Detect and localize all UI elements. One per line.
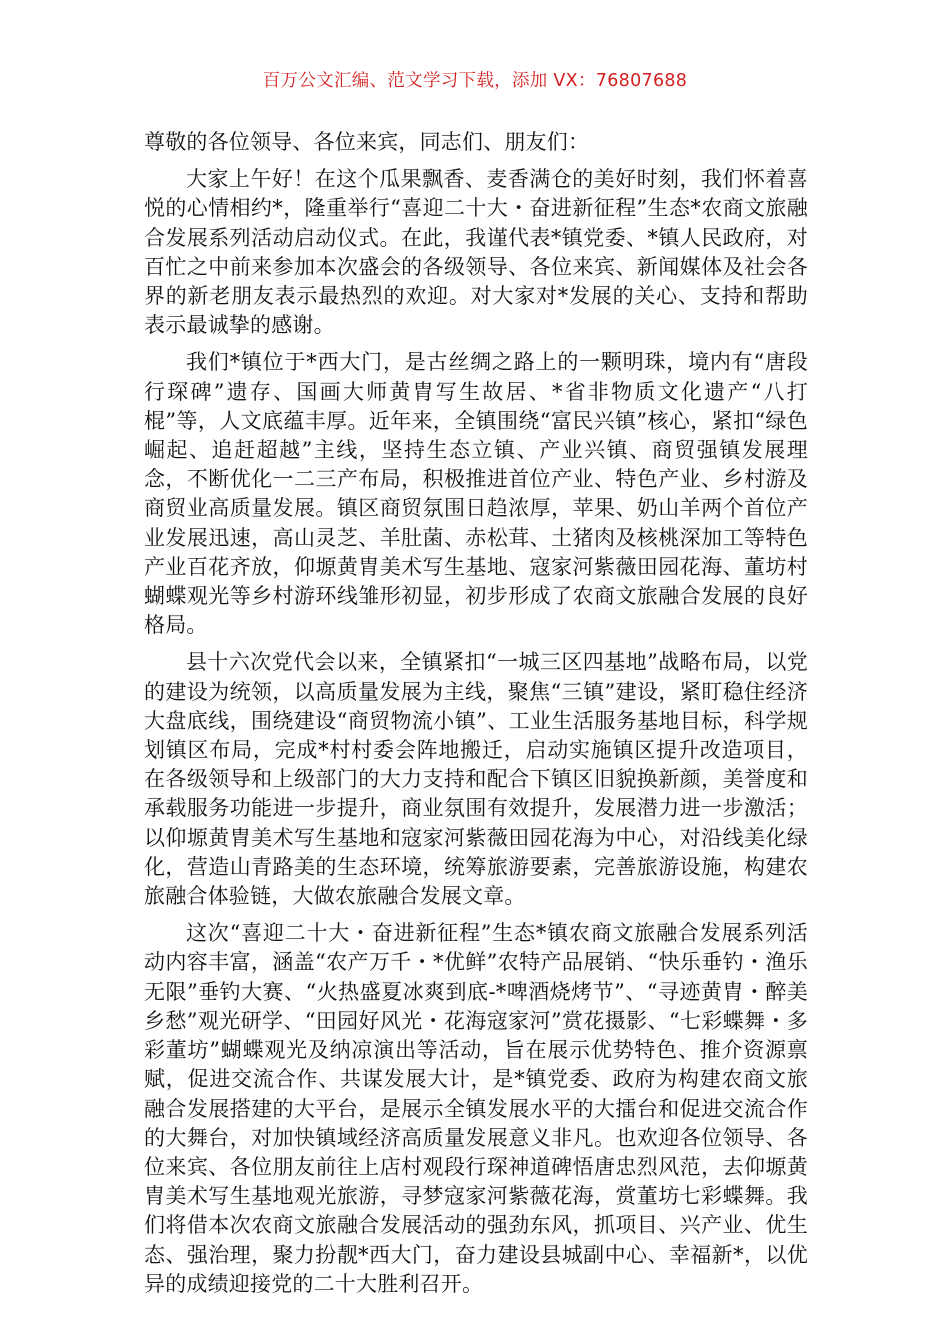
salutation: 尊敬的各位领导、各位来宾，同志们、朋友们：: [144, 130, 590, 154]
paragraph-1: 大家上午好！在这个瓜果飘香、麦香满仓的美好时刻，我们怀着喜悦的心情相约*，隆重举行“喜迎二十大・奋进新征程”生态*农商文旅融合发展系列活动启动仪式。在此，我谨代表*镇党委、*镇人民政府，对百忙之中前来参加本次盛会的各级领导、各位来宾、新闻媒体及社会各界的新老朋友表示最热烈的欢迎。对大家对*发展的关心、支持和帮助表示最诚挚的感谢。: [144, 167, 808, 338]
paragraph-3: 县十六次党代会以来，全镇紧扣“一城三区四基地”战略布局，以党的建设为统领，以高质量发展为主线，聚焦“三镇”建设，紧盯稳住经济大盘底线，围绕建设“商贸物流小镇”、工业生活服务基地目标，科学规划镇区布局，完成*村村委会阵地搬迁，启动实施镇区提升改造项目，在各级领导和上级部门的大力支持和配合下镇区旧貌换新颜，美誉度和承载服务功能进一步提升，商业氛围有效提升，发展潜力进一步激活；以仰塬黄胄美术写生基地和寇家河紫薇田园花海为中心，对沿线美化绿化，营造山青路美的生态环境，统筹旅游要素，完善旅游设施，构建农旅融合体验链，大做农旅融合发展文章。: [144, 650, 808, 909]
document-body: [144, 128, 808, 1307]
paragraph-4: 这次“喜迎二十大・奋进新征程”生态*镇农商文旅融合发展系列活动内容丰富，涵盖“农产万千・*优鲜”农特产品展销、“快乐垂钓・渔乐无限”垂钓大赛、“火热盛夏冰爽到底-*啤酒烧烤节”、“寻迹黄胄・醉美乡愁”观光研学、“田园好风光・花海寇家河”赏花摄影、“七彩蝶舞・多彩董坊”蝴蝶观光及纳凉演出等活动，旨在展示优势特色、推介资源禀赋，促进交流合作、共谋发展大计，是*镇党委、政府为构建农商文旅融合发展搭建的大平台，是展示全镇发展水平的大擂台和促进交流合作的大舞台，对加快镇域经济高质量发展意义非凡。也欢迎各位领导、各位来宾、各位朋友前往上店村观段行琛神道碑悟唐忠烈风范，去仰塬黄胄美术写生基地观光旅游，寻梦寇家河紫薇花海，赏董坊七彩蝶舞。我们将借本次农商文旅融合发展活动的强劲东风，抓项目、兴产业、优生态、强治理，聚力扮靓*西大门，奋力建设县城副中心、幸福新*，以优异的成绩迎接党的二十大胜利召开。: [144, 921, 808, 1296]
paragraph-2: 我们*镇位于*西大门，是古丝绸之路上的一颗明珠，境内有“唐段行琛碑”遗存、国画大师黄胄写生故居、*省非物质文化遗产“八打棍”等，人文底蕴丰厚。近年来，全镇围绕“富民兴镇”核心，紧扣“绿色崛起、追赶超越”主线，坚持生态立镇、产业兴镇、商贸强镇发展理念，不断优化一二三产布局，积极推进首位产业、特色产业、乡村游及商贸业高质量发展。镇区商贸氛围日趋浓厚，苹果、奶山羊两个首位产业发展迅速，高山灵芝、羊肚菌、赤松茸、土猪肉及核桃深加工等特色产业百花齐放，仰塬黄胄美术写生基地、寇家河紫薇田园花海、董坊村蝴蝶观光等乡村游环线雏形初显，初步形成了农商文旅融合发展的良好格局。: [144, 350, 808, 638]
watermark-header: 百万公文汇编、范文学习下载，添加 VX：76807688: [262, 71, 688, 91]
